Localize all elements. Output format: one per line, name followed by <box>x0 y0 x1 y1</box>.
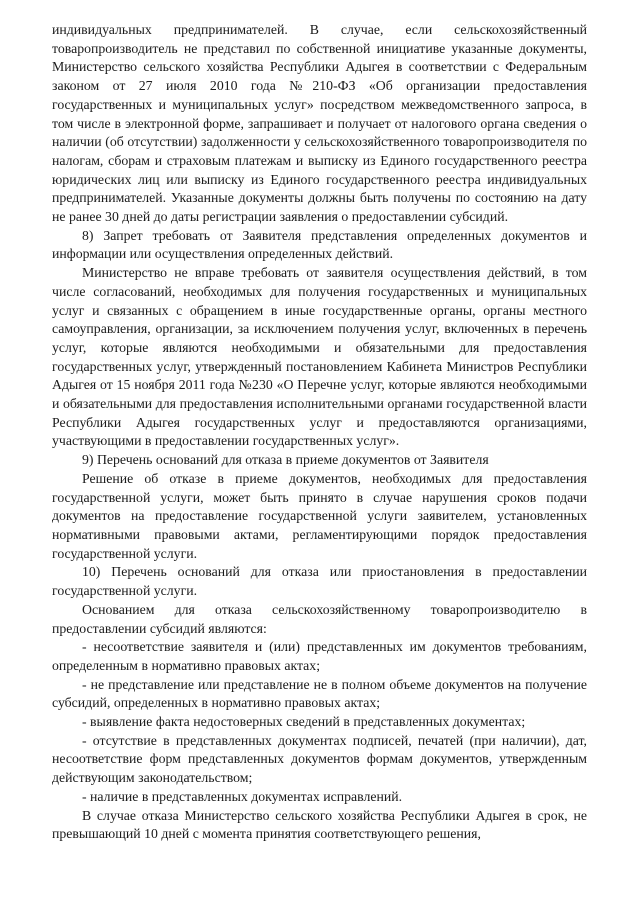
paragraph-refusal-grounds: Основанием для отказа сельскохозяйственному товаропроизводителю в предоставлении субсидий являются: <box>52 601 587 636</box>
paragraph-item-10-heading: 10) Перечень оснований для отказа или приостановления в предоставлении государственной услуги. <box>52 564 587 599</box>
list-item-incomplete-documents: - не представление или представление не в полном объеме документов на получение субсидий, определенных в нормативно правовых актах; <box>52 676 587 711</box>
paragraph-ministry-restrictions: Министерство не вправе требовать от заявителя осуществления действий, в том числе согласований, необходимых для получения государственных и муниципальных услуг и связанных с обращением в иные государственные органы, органы местного самоуправления, организации, за исключением получения услуг, включенных в перечень услуг, которые являются необходимыми и обязательными для предоставления государственных услуг, утвержденный постановлением Кабинета Министров Республики Адыгея от 15 ноября 2011 года №230 «О Перечне услуг, которые являются необходимыми и обязательными для предоставления исполнительными органами государственной власти Республики Адыгея государственных услуг и предоставляются организациями, участвующими в предоставлении государственных услуг». <box>52 265 587 449</box>
list-item-missing-signatures: - отсутствие в представленных документах подписей, печатей (при наличии), дат, несоответствие форм представленных документов формам документов, утвержденным действующим законодательством; <box>52 732 587 786</box>
list-item-corrections: - наличие в представленных документах исправлений. <box>82 788 403 804</box>
paragraph-item-9-heading: 9) Перечень оснований для отказа в приеме документов от Заявителя <box>82 452 489 468</box>
paragraph-intro-continuation: индивидуальных предпринимателей. В случае, если сельскохозяйственный товаропроизводитель не представил по собственной инициативе указанные документы, Министерство сельского хозяйства Республики Адыгея в соответствии с Федеральным законом от 27 июля 2010 года №210-ФЗ «Об организации предоставления государственных и муниципальных услуг» посредством межведомственного запроса, в том числе в электронной форме, запрашивает и получает от налогового органа сведения о наличии (об отсутствии) задолженности у сельскохозяйственного товаропроизводителя по налогам, сборам и страховым платежам и выписку из Единого государственного реестра юридических лиц или выписку из Единого государственного реестра индивидуальных предпринимателей. Указанные документы должны быть получены по состоянию на дату не ранее 30 дней до даты регистрации заявления о предоставлении субсидий. <box>52 22 587 225</box>
list-item-nonconformity: - несоответствие заявителя и (или) представленных им документов требованиям, определенным в нормативно правовых актах; <box>52 639 587 673</box>
paragraph-refusal-case: В случае отказа Министерство сельского хозяйства Республики Адыгея в срок, не превышающий 10 дней с момента принятия соответствующего решения, <box>52 807 587 842</box>
list-item-false-information: - выявление факта недостоверных сведений в представленных документах; <box>82 714 526 730</box>
paragraph-refusal-decision: Решение об отказе в приеме документов, необходимых для предоставления государственной услуги, может быть принято в случае нарушения сроков подачи документов на предоставление государственной услуги заявителем, установленных нормативными правовыми актами, регламентирующими порядок предоставления государственной услуги. <box>52 470 587 561</box>
paragraph-item-8-heading: 8) Запрет требовать от Заявителя представления определенных документов и информации или осуществления определенных действий. <box>52 227 587 262</box>
